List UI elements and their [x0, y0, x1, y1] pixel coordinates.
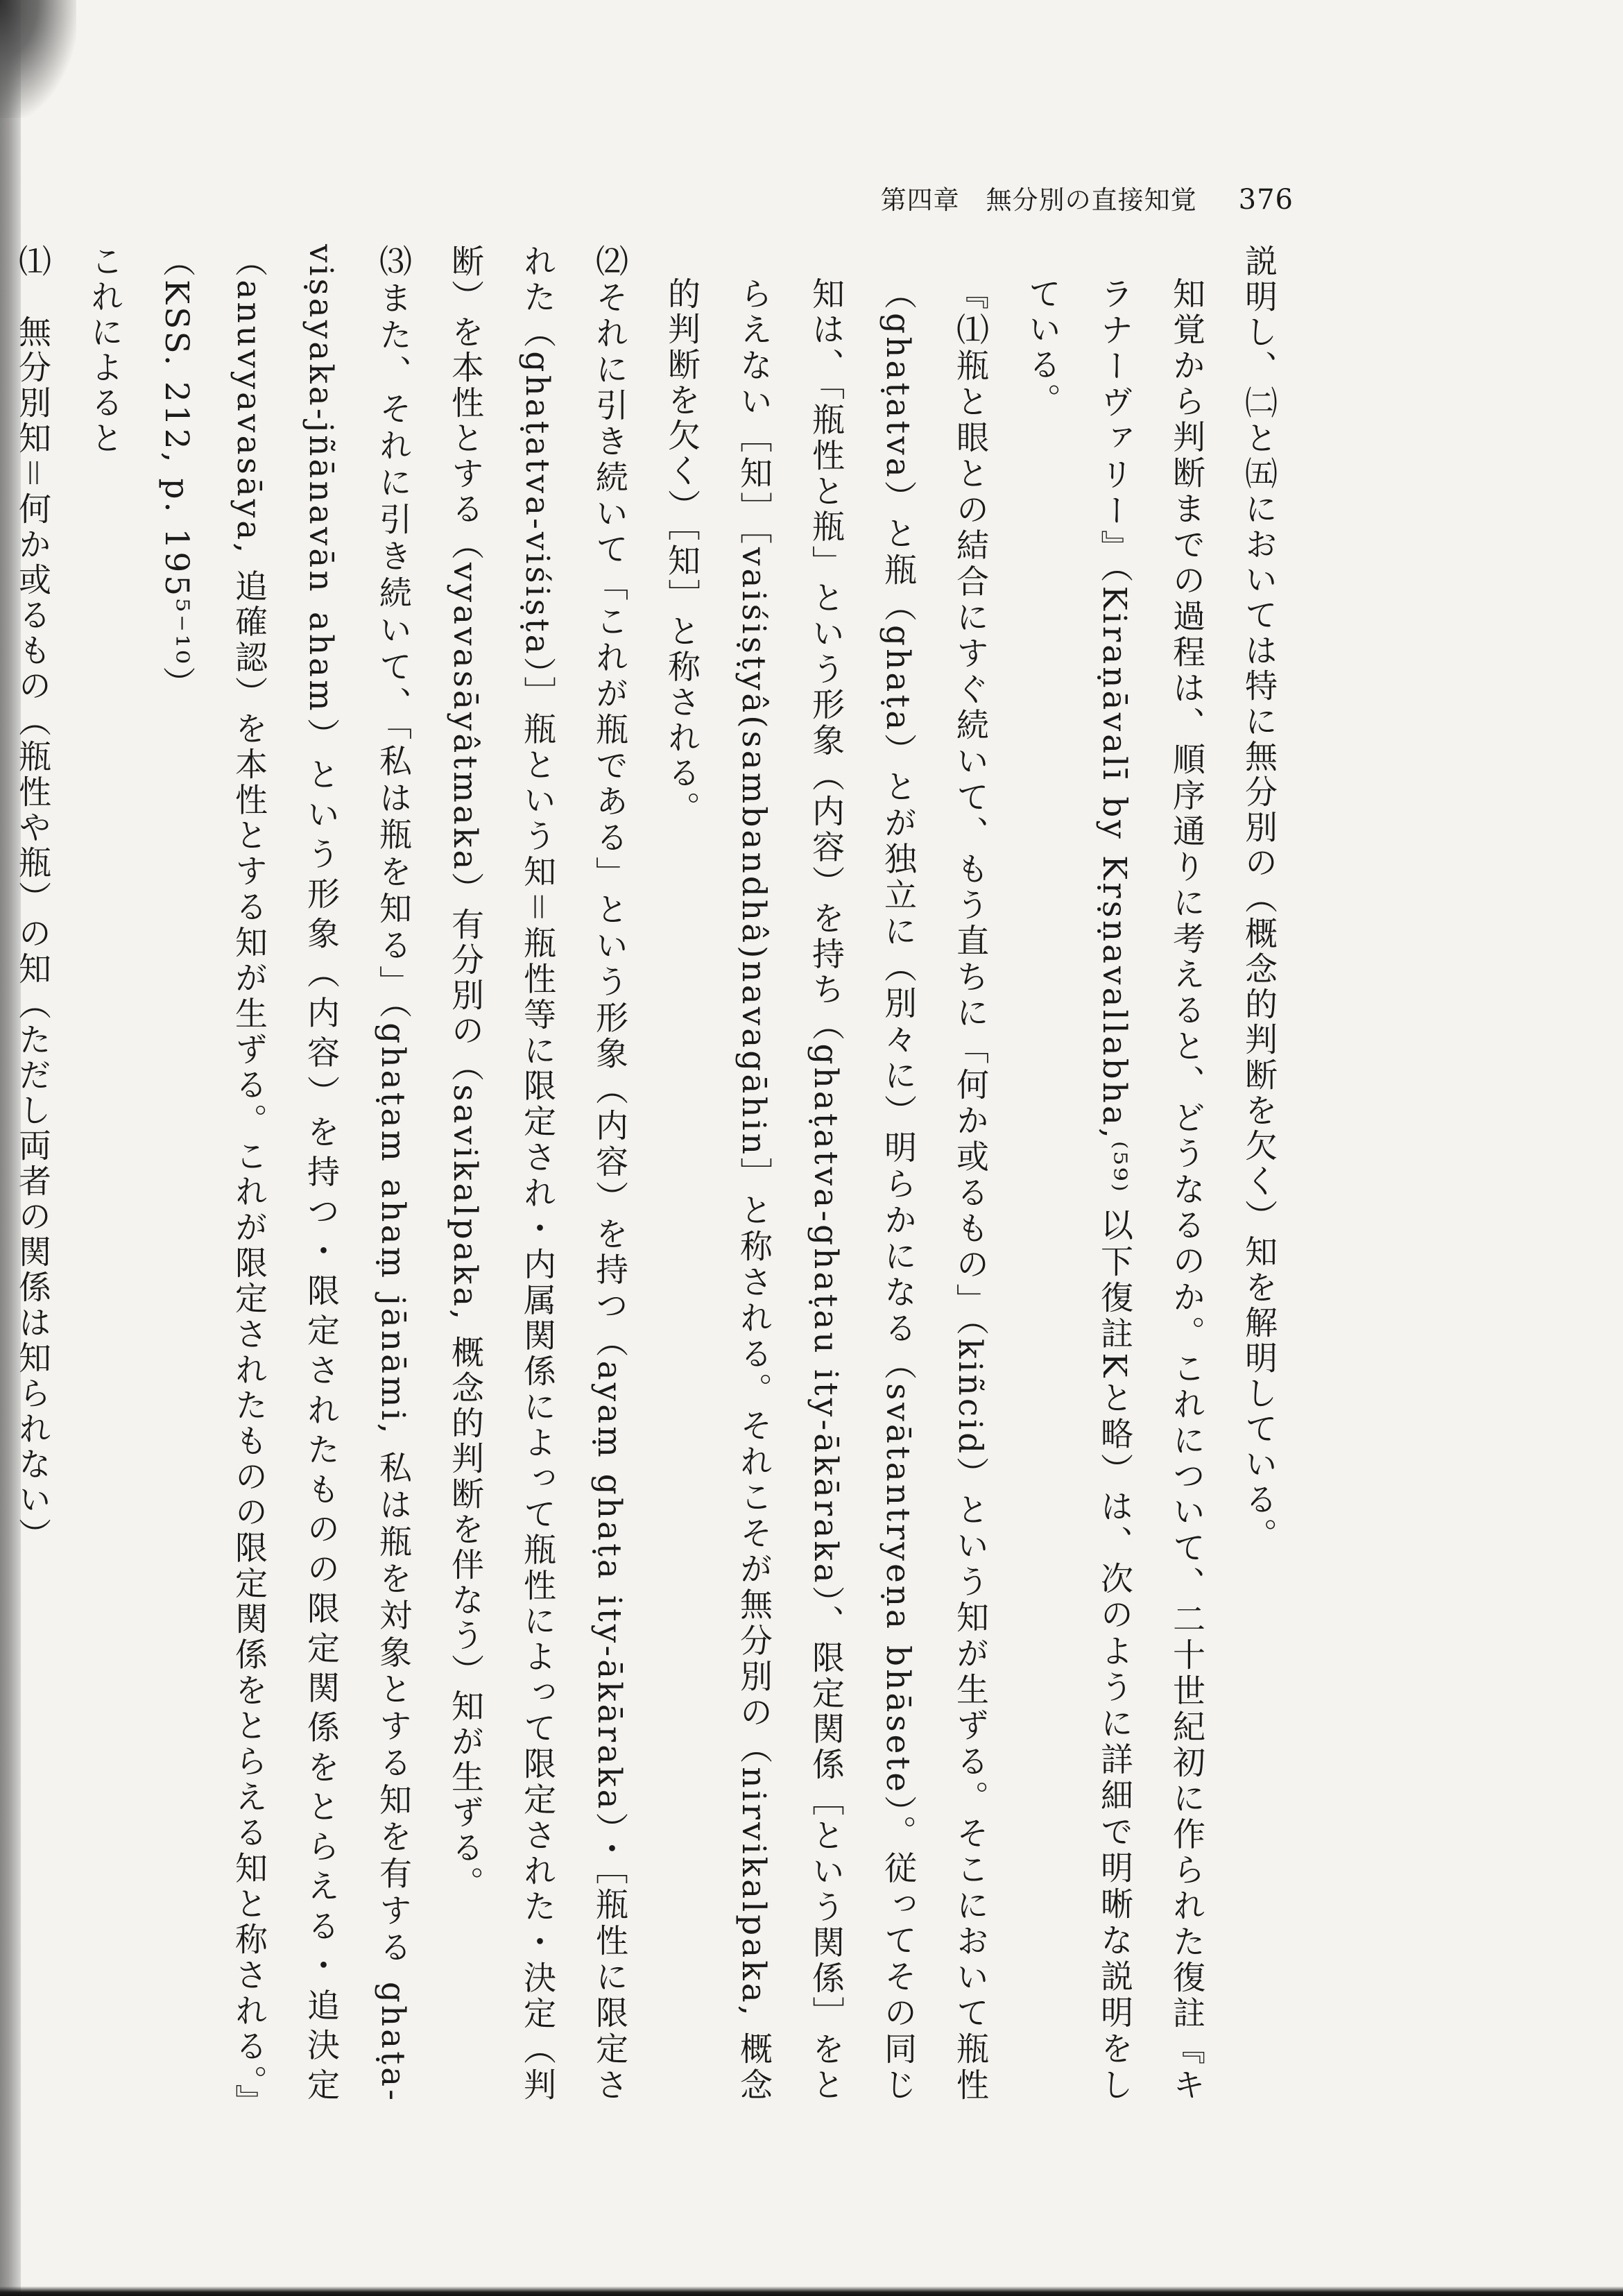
scan-edge-bottom	[0, 2286, 1623, 2296]
list-item-1: ⑴ 無分別知＝何か或るもの（瓶性や瓶）の知（ただし両者の関係は知られない）	[13, 244, 51, 1553]
chapter-title: 第四章 無分別の直接知覚	[880, 185, 1197, 215]
running-head	[870, 179, 1294, 221]
paragraph-1: 説明し、㈡と㈤においては特に無分別の（概念的判断を欠く）知を解明している。	[1239, 244, 1278, 1553]
paragraph-3: これによると	[85, 244, 123, 456]
quote-item-2: ⑵それに引き続いて「これが瓶である」という形象（内容）を持つ（ayaṃ ghaṭa ity-ākāraka）・［瓶性に限定された（ghaṭatva-viśiṣṭa）］瓶という知＝瓶性等に限定され・内属関係によって瓶性によって限定された・決定（判断）を本性とする（vyavasāyâtmaka）有分別の（savikalpaka, 概念的判断を伴なう）知が生ずる。	[446, 244, 628, 2103]
body-text	[13, 244, 1294, 2103]
paragraph-2: 知覚から判断までの過程は、順序通りに考えると、どうなるのか。これについて、二十世紀初に作られた復註『キラナーヴァリー』（Kiraṇāvalī by Kṛṣṇavallabha,⁽⁵⁹⁾ 以下復註Kと略）は、次のように詳細で明晰な説明をしている。	[1023, 277, 1205, 2103]
page-number: 376	[1238, 184, 1294, 216]
quote-item-1: 『⑴瓶と眼との結合にすぐ続いて、もう直ちに「何か或るもの」（kiñcid）という知が生ずる。そこにおいて瓶性（ghaṭatva）と瓶（ghaṭa）とが独立に（別々に）明らかになる（svātantryeṇa bhāsete）。従ってその同じ知は、「瓶性と瓶」という形象（内容）を持ち（ghaṭatva-ghaṭau ity-ākāraka）、限定関係［という関係］をとらえない［知］［vaiśiṣṭyâ(sambandhâ)navagāhin］と称される。それこそが無分別の（nirvikalpaka, 概念的判断を欠く）［知］と称される。	[662, 277, 989, 2103]
scan-corner-shadow	[0, 0, 76, 118]
quote-item-3: ⑶また、それに引き続いて、「私は瓶を知る」（ghaṭam ahaṃ jānāmi, 私は瓶を対象とする知を有する ghaṭa-viṣayaka-jñānavān aham）という形象（内容）を持つ・限定されたものの限定関係をとらえる・追決定（anuvyavasāya, 追確認）を本性とする知が生ずる。これが限定されたものの限定関係をとらえる知と称される。』（KSS. 212, p. 195⁵⁻¹⁰）	[157, 244, 412, 2103]
